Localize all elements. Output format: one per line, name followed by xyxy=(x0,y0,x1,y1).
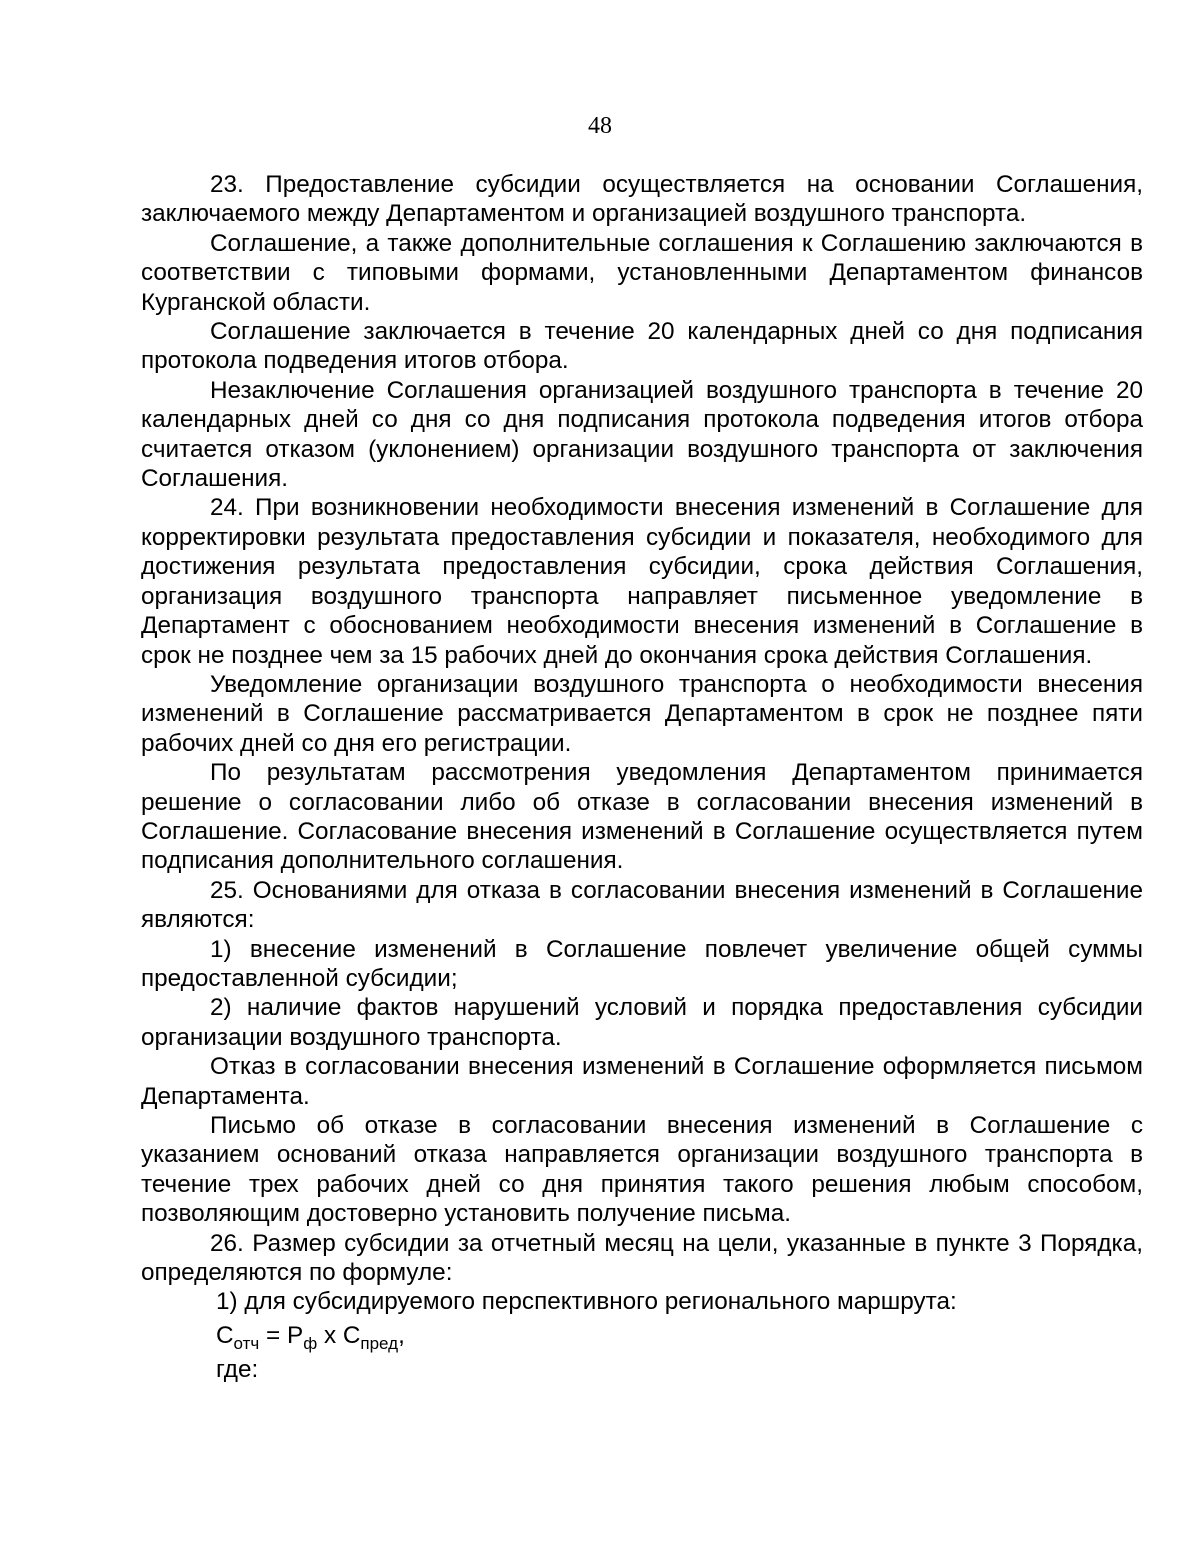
formula-x-c: х С xyxy=(317,1321,361,1349)
paragraph-25-item-2: 2) наличие фактов нарушений условий и порядка предоставления субсидии организации воздушного транспорта. xyxy=(141,994,1143,1051)
formula-sub-f: ф xyxy=(303,1333,318,1353)
paragraph-24: 24. При возникновении необходимости внесения изменений в Соглашение для корректировки результата предоставления субсидии и показателя, необходимого для достижения результата предоставления субсидии, срока действия Соглашения, организация воздушного транспорта направляет письменное уведомление в Департамент с обоснованием необходимости внесения изменений в Соглашение в срок не позднее чем за 15 рабочих дней до окончания срока действия Соглашения. xyxy=(141,494,1143,669)
paragraph-26-item-1: 1) для субсидируемого перспективного регионального маршрута: xyxy=(216,1288,957,1316)
paragraph-23: 23. Предоставление субсидии осуществляется на основании Соглашения, заключаемого между Департаментом и организацией воздушного транспорта. xyxy=(141,171,1143,228)
paragraph-refusal-form: Отказ в согласовании внесения изменений в Соглашение оформляется письмом Департамента. xyxy=(141,1053,1143,1110)
formula-sub-pred: пред xyxy=(360,1333,399,1353)
paragraph-agreement-forms: Соглашение, а также дополнительные соглашения к Соглашению заключаются в соответствии с типовыми формами, установленными Департаментом финансов Курганской области. xyxy=(141,229,1143,316)
paragraph-refusal-letter: Письмо об отказе в согласовании внесения изменений в Соглашение с указанием оснований отказа направляется организации воздушного транспорта в течение трех рабочих дней со дня принятия такого решения любым способом, позволяющим достоверно установить получение письма. xyxy=(141,1112,1143,1228)
paragraph-agreement-term: Соглашение заключается в течение 20 календарных дней со дня подписания протокола подведения итогов отбора. xyxy=(141,318,1143,375)
paragraph-review-results: По результатам рассмотрения уведомления Департаментом принимается решение о согласовании либо об отказе в согласовании внесения изменений в Соглашение. Согласование внесения изменений в Соглашение осуществляется путем подписания дополнительного соглашения. xyxy=(141,759,1143,875)
paragraph-25: 25. Основаниями для отказа в согласовании внесения изменений в Соглашение являются: xyxy=(141,876,1143,934)
page-number: 48 xyxy=(588,113,612,139)
formula-where: где: xyxy=(216,1355,259,1383)
formula-eq-r: = Р xyxy=(259,1321,304,1349)
paragraph-25-item-1: 1) внесение изменений в Соглашение повлечет увеличение общей суммы предоставленной субсидии; xyxy=(141,935,1143,992)
formula-tail: , xyxy=(398,1321,405,1349)
paragraph-non-conclusion: Незаключение Соглашения организацией воздушного транспорта в течение 20 календарных дней со дня со дня подписания протокола подведения итогов отбора считается отказом (уклонением) организации воздушного транспорта от заключения Соглашения. xyxy=(141,376,1143,493)
formula xyxy=(141,1319,1143,1353)
paragraph-26: 26. Размер субсидии за отчетный месяц на цели, указанные в пункте 3 Порядка, определяются по формуле: xyxy=(141,1229,1143,1287)
paragraph-notice-review: Уведомление организации воздушного транспорта о необходимости внесения изменений в Соглашение рассматривается Департаментом в срок не позднее пяти рабочих дней со дня его регистрации. xyxy=(141,670,1143,757)
formula-sub-otch: отч xyxy=(233,1333,260,1353)
document-body xyxy=(141,170,1143,1387)
formula-c: С xyxy=(216,1321,234,1349)
